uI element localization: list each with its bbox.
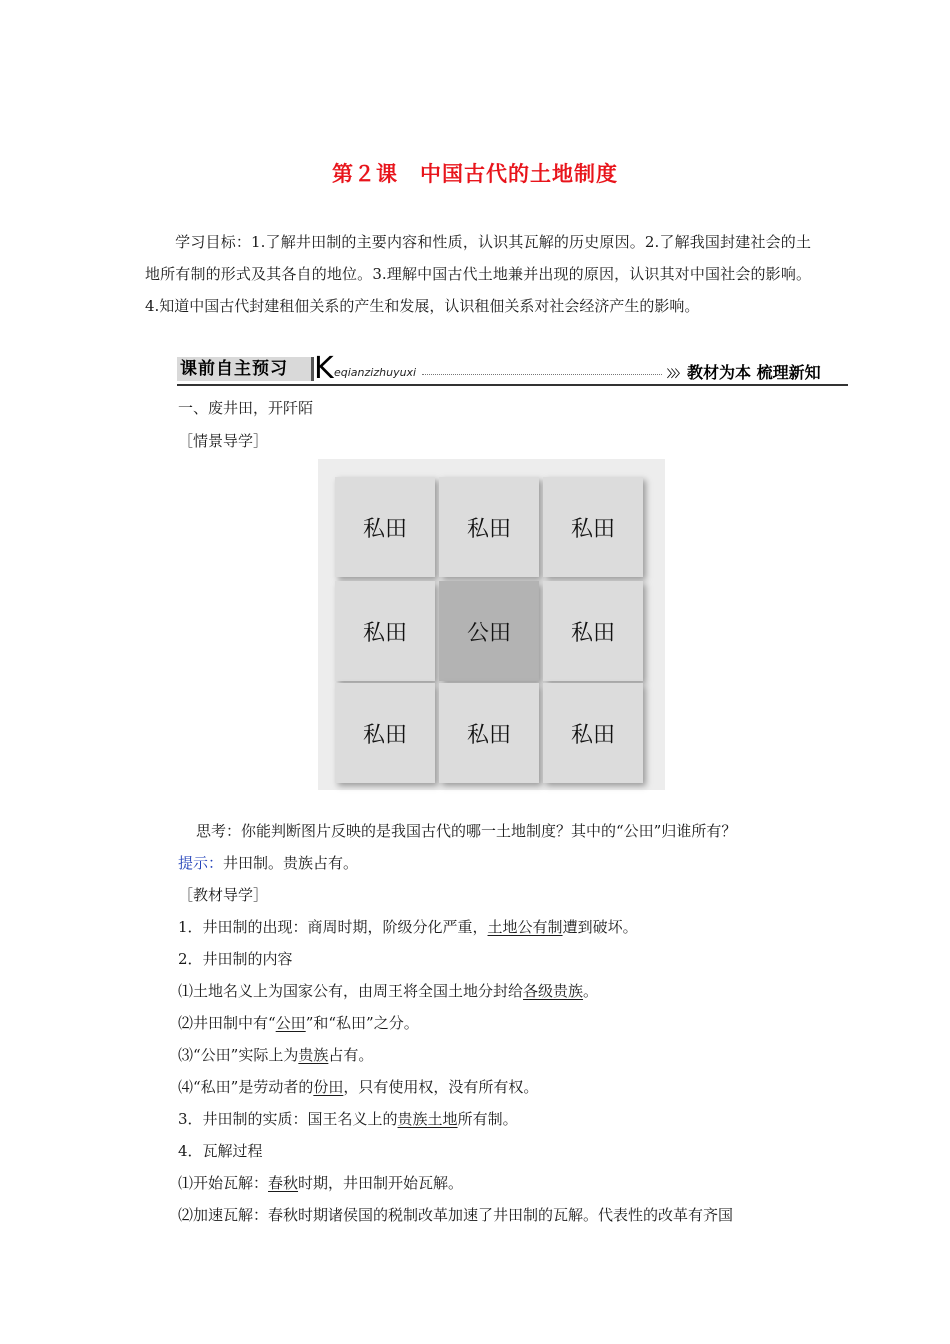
item-4: 4．瓦解过程: [178, 1142, 263, 1160]
hint-label: 提示：: [178, 854, 224, 872]
item-underlined: 各级贵族: [523, 982, 584, 1000]
question: 思考：你能判断图片反映的是我国古代的哪一土地制度？其中的“公田”归谁所有？: [196, 822, 737, 840]
grid-cell: 私田: [335, 683, 435, 783]
item-4a: [178, 1173, 463, 1193]
item-text: 时期，井田制开始瓦解。: [298, 1174, 464, 1192]
banner-underline: [177, 384, 848, 386]
well-field-diagram: [318, 459, 665, 790]
page-title: [0, 158, 950, 188]
item-text: ⑶“公田”实际上为: [178, 1046, 299, 1064]
banner-pinyin: eqianzizhuyuxi: [334, 366, 417, 379]
item-text: ”和“私田”之分。: [305, 1014, 419, 1032]
item-2b: [178, 1013, 419, 1033]
item-text: ⑴开始瓦解：: [178, 1174, 269, 1192]
grid-cell: 私田: [543, 581, 643, 681]
item-text: 。: [583, 982, 599, 1000]
chevron-icon: 〉〉〉: [667, 369, 684, 380]
item-text: ⑴土地名义上为国家公有，由周王将全国土地分封给: [178, 982, 524, 1000]
banner-k-letter: K: [314, 351, 334, 386]
item-underlined: 公田: [275, 1014, 306, 1032]
item-2d: [178, 1077, 538, 1097]
banner-label: 课前自主预习: [177, 357, 314, 381]
learning-goals-text: 学习目标：1.了解井田制的主要内容和性质，认识其瓦解的历史原因。2.了解我国封建社会的土地所有制的形式及其各自的地位。3.理解中国古代土地兼并出现的原因，认识其对中国社会的影响。4.知道中国古代封建租佃关系的产生和发展，认识租佃关系对社会经济产生的影响。: [145, 233, 811, 315]
scene-header: ［情景导学］: [178, 432, 269, 450]
grid-cell: 私田: [439, 477, 539, 577]
grid-cell: 私田: [543, 477, 643, 577]
item-underlined: 土地公有制: [487, 918, 563, 936]
item-text: 占有。: [328, 1046, 374, 1064]
learning-goals: [145, 226, 811, 322]
lesson-number: 第２课: [332, 162, 398, 186]
item-underlined: 份田: [313, 1078, 344, 1096]
section-banner: [177, 351, 848, 387]
item-3: [178, 1109, 518, 1129]
grid-cell: 私田: [439, 683, 539, 783]
section-heading: 一、废井田，开阡陌: [178, 399, 314, 417]
grid-cell: 私田: [335, 477, 435, 577]
banner-dotted-line: [422, 374, 662, 375]
item-text: 1．井田制的出现：商周时期，阶级分化严重，: [178, 918, 488, 936]
item-4b: ⑵加速瓦解：春秋时期诸侯国的税制改革加速了井田制的瓦解。代表性的改革有齐国: [178, 1206, 734, 1224]
item-text: 3．井田制的实质：国王名义上的: [178, 1110, 398, 1128]
item-text: ⑵井田制中有“: [178, 1014, 276, 1032]
lesson-name: 中国古代的土地制度: [420, 162, 618, 186]
hint-line: [178, 853, 358, 873]
hint-text: 井田制。贵族占有。: [223, 854, 359, 872]
item-2c: [178, 1045, 373, 1065]
textbook-header: ［教材导学］: [178, 886, 269, 904]
item-underlined: 春秋: [268, 1174, 299, 1192]
item-underlined: 贵族: [298, 1046, 329, 1064]
item-1: [178, 917, 638, 937]
grid-cell-public: 公田: [439, 581, 539, 681]
grid-cell: 私田: [335, 581, 435, 681]
item-2: 2．井田制的内容: [178, 950, 293, 968]
item-2a: [178, 981, 598, 1001]
item-text: ⑷“私田”是劳动者的: [178, 1078, 314, 1096]
grid-cell: 私田: [543, 683, 643, 783]
item-text: ，只有使用权，没有所有权。: [343, 1078, 539, 1096]
item-text: 所有制。: [457, 1110, 518, 1128]
item-text: 遭到破坏。: [562, 918, 638, 936]
item-underlined: 贵族土地: [397, 1110, 458, 1128]
banner-slogan: 教材为本 梳理新知: [687, 363, 821, 382]
